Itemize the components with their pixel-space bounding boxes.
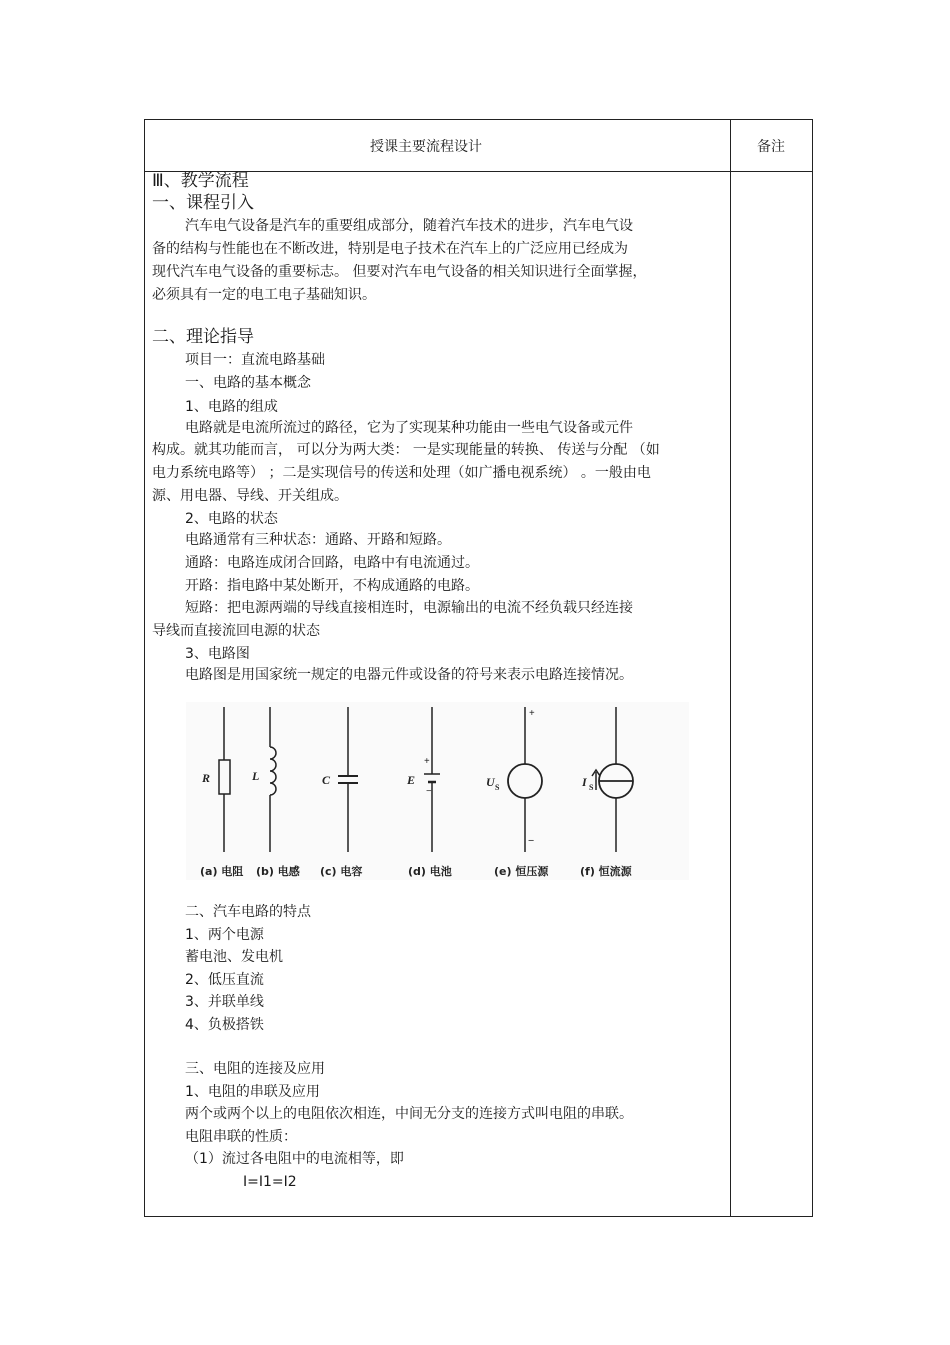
current-label: I [582,775,587,789]
item-2-title: 2、电路的状态 [185,511,278,527]
intro-line-1: 汽车电气设备是汽车的重要组成部分，随着汽车技术的进步，汽车电气设 [185,218,633,234]
feature-3: 3、并联单线 [185,994,264,1010]
intro-line-4: 必须具有一定的电工电子基础知识。 [152,287,376,303]
part1-title: 一、课程引入 [152,193,254,213]
resistor-series-definition: 两个或两个以上的电阻依次相连，中间无分支的连接方式叫电阻的串联。 [185,1106,633,1122]
resistor-label: R [202,771,211,785]
subsection-1-title: 一、电路的基本概念 [185,375,311,391]
voltage-subscript: S [495,783,500,792]
circuit-symbols-figure [186,702,689,880]
item2-line-1: 电路通常有三种状态：通路、开路和短路。 [185,532,451,548]
inductor-label: L [252,769,260,783]
header-note-column: 备注 [757,139,785,155]
voltage-minus: − [528,835,535,847]
header-main-column: 授课主要流程设计 [370,139,482,155]
subsection-3-title: 三、电阻的连接及应用 [185,1061,325,1077]
item1-line-3: 电力系统电路等） ；二是实现信号的传送和处理（如广播电视系统） 。一般由电 [152,465,651,481]
voltage-label: U [486,775,495,789]
item2-line-4: 短路：把电源两端的导线直接相连时，电源输出的电流不经负载只经连接 [185,600,633,616]
item3-line: 电路图是用国家统一规定的电器元件或设备的符号来表示电路连接情况。 [185,667,633,683]
caption-voltage-source: (e) 恒压源 [494,865,549,878]
battery-symbol [406,707,440,852]
resistor-series-property-1: （1）流过各电阻中的电流相等，即 [185,1151,404,1167]
voltage-source-symbol [486,707,542,852]
caption-resistor: (a) 电阻 [200,865,244,878]
item2-line-3: 开路：指电路中某处断开，不构成通路的电路。 [185,578,479,594]
caption-capacitor: (c) 电容 [320,865,363,878]
capacitor-label: C [322,773,331,787]
feature-4: 4、负极搭铁 [185,1017,264,1033]
item2-line-2: 通路：电路连成闭合回路，电路中有电流通过。 [185,555,479,571]
voltage-plus: + [529,708,535,719]
battery-minus: − [426,786,432,797]
item1-line-4: 源、用电器、导线、开关组成。 [152,488,348,504]
feature-1: 1、两个电源 [185,927,264,943]
item-1-title: 1、电路的组成 [185,399,278,415]
resistor-series-properties: 电阻串联的性质： [185,1129,297,1145]
current-source-symbol [581,707,633,852]
project-title: 项目一：直流电路基础 [185,352,325,368]
current-subscript: S [589,783,594,792]
current-formula: I=I1=I2 [243,1174,297,1190]
caption-inductor: (b) 电感 [256,865,300,878]
caption-battery: (d) 电池 [408,865,452,878]
section-title: Ⅲ、教学流程 [152,171,249,191]
column-divider [730,119,731,1217]
battery-plus: + [424,756,430,767]
feature-2: 2、低压直流 [185,972,264,988]
caption-current-source: (f) 恒流源 [580,865,632,878]
resistor-series-title: 1、电阻的串联及应用 [185,1084,320,1100]
capacitor-symbol [322,707,358,852]
feature-1-detail: 蓄电池、发电机 [185,949,283,965]
inductor-symbol [251,707,276,852]
subsection-2-title: 二、汽车电路的特点 [185,904,311,920]
intro-line-2: 备的结构与性能也在不断改进，特别是电子技术在汽车上的广泛应用已经成为 [152,241,628,257]
item1-line-2: 构成。就其功能而言， 可以分为两大类： 一是实现能量的转换、 传送与分配 （如 [152,442,660,458]
item-3-title: 3、电路图 [185,646,250,662]
resistor-symbol [201,707,230,852]
item2-line-5: 导线而直接流回电源的状态 [152,623,320,639]
battery-label: E [407,773,416,787]
part2-title: 二、理论指导 [152,327,254,347]
intro-line-3: 现代汽车电气设备的重要标志。 但要对汽车电气设备的相关知识进行全面掌握， [152,264,647,280]
item1-line-1: 电路就是电流所流过的路径，它为了实现某种功能由一些电气设备或元件 [185,420,633,436]
